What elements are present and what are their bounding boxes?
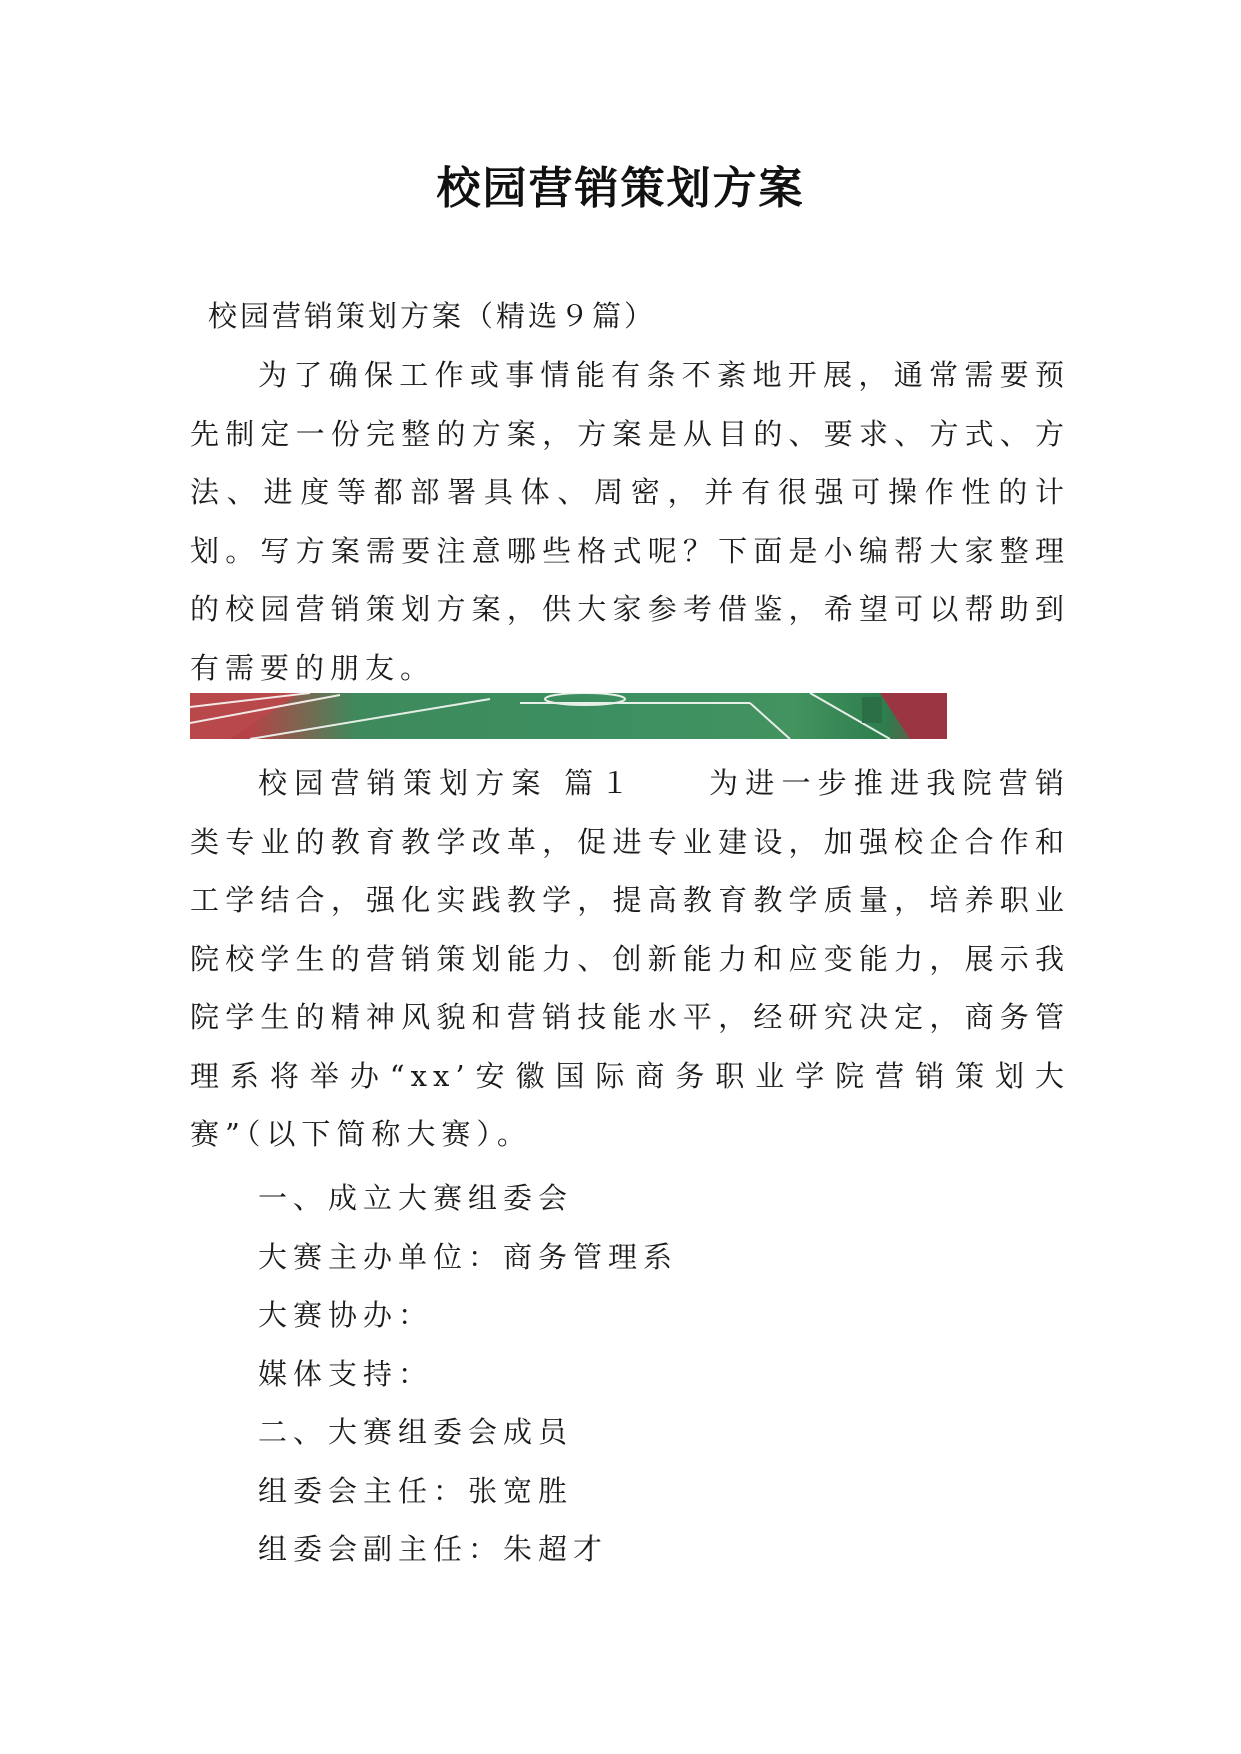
- intro-paragraph: 为了确保工作或事情能有条不紊地开展，通常需要预先制定一份完整的方案，方案是从目的、要求、方式、方法、进度等都部署具体、周密，并有很强可操作性的计划。写方案需要注意哪些格式呢？下面是小编帮大家整理的校园营销策划方案，供大家参考借鉴，希望可以帮助到有需要的朋友。: [190, 358, 1070, 685]
- document-subtitle: 校园营销策划方案（精选９篇）: [208, 299, 657, 333]
- section-heading-members: 二、大赛组委会成员: [258, 1415, 574, 1449]
- article-paragraph: 校园营销策划方案 篇１ 为进一步推进我院营销类专业的教育教学改革，促进专业建设，加强校企合作和工学结合，强化实践教学，提高教育教学质量，培养职业院校学生的营销策划能力、创新能力和应变能力，展示我院学生的精神风貌和营销技能水平，经研究决定，商务管理系将举办“xx’安徽国际商务职业学院营销策划大赛”（以下简称大赛）。: [190, 766, 1070, 1151]
- section-heading-committee: 一、成立大赛组委会: [258, 1181, 574, 1215]
- committee-deputy-line: 组委会副主任：朱超才: [258, 1532, 609, 1566]
- media-support-line: 媒体支持：: [258, 1357, 434, 1391]
- page-title: 校园营销策划方案: [436, 163, 805, 214]
- committee-director-line: 组委会主任：张宽胜: [258, 1474, 574, 1508]
- co-organizer-line: 大赛协办：: [258, 1298, 434, 1332]
- sports-field-photo: [190, 693, 947, 739]
- organizer-line: 大赛主办单位：商务管理系: [258, 1240, 679, 1274]
